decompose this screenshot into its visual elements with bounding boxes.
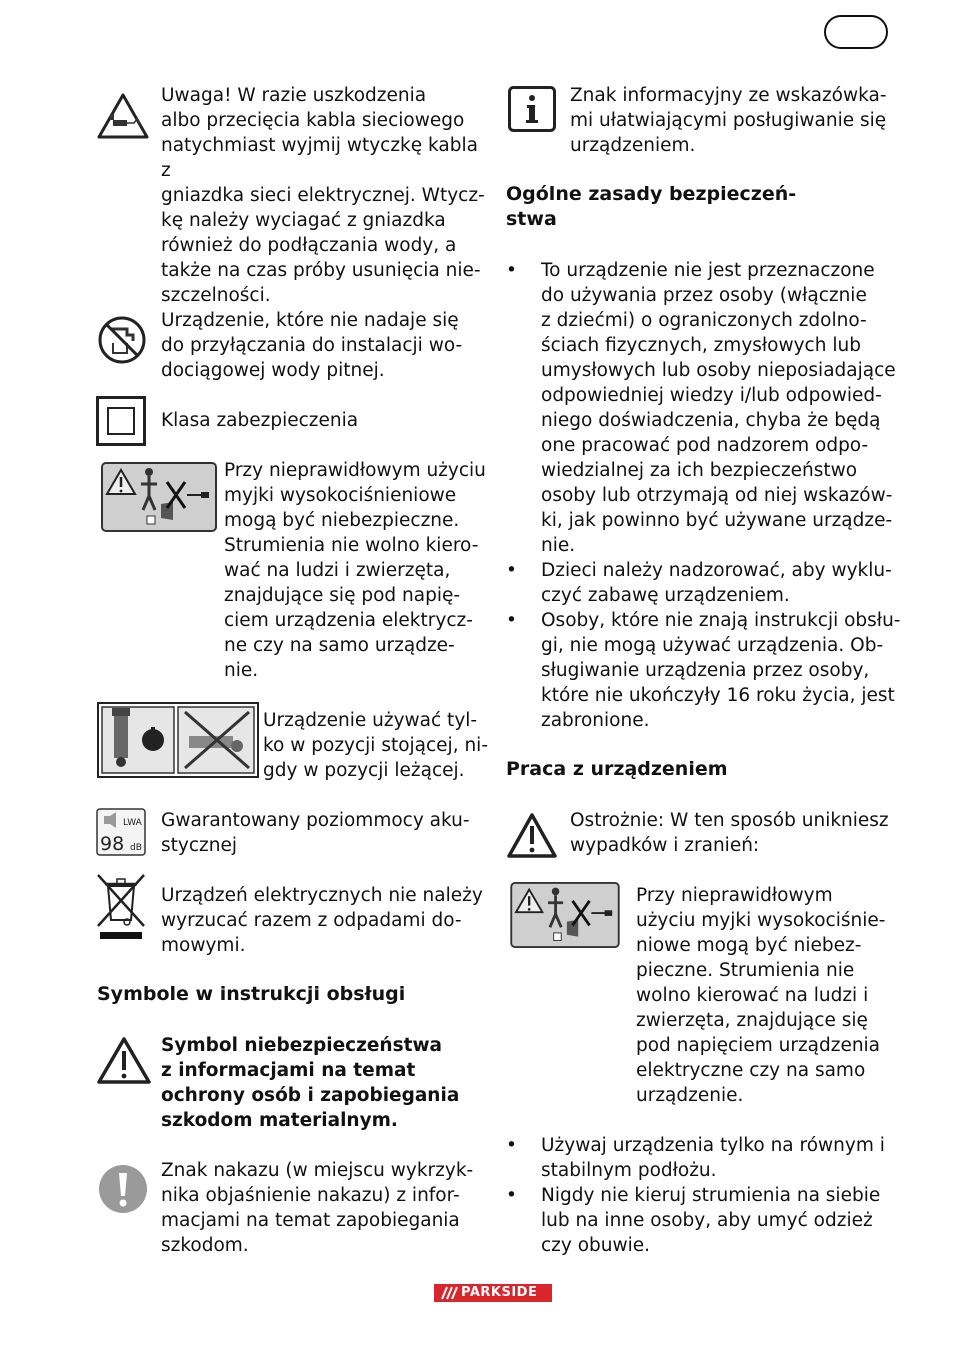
general-safety-line: czyć zabawę urządzeniem. (541, 585, 790, 606)
caution-warning-icon (506, 812, 558, 860)
weee-bin-icon (96, 872, 146, 942)
bullet: • (506, 1135, 517, 1156)
sound-level-lwa: LWA (123, 818, 142, 828)
pressure-washer-warning-line: Przy nieprawidłowym użyciu (224, 460, 486, 481)
bullet: • (506, 610, 517, 631)
weee-line: Urządzeń elektrycznych nie należy (161, 885, 483, 906)
caution-line: Ostrożnie: W ten sposób unikniesz (570, 810, 889, 831)
general-safety-item (506, 258, 906, 558)
cable-warning-text (161, 83, 491, 308)
danger-symbol-line: ochrony osób i zapobiegania (161, 1085, 460, 1106)
operation-line: stabilnym podłożu. (541, 1160, 717, 1181)
pressure-washer-warning-line: ne czy na samo urządze- (224, 635, 455, 656)
info-sign-line: urządzeniem. (570, 135, 696, 156)
pressure-washer-warning-text-2 (636, 883, 896, 1108)
parkside-brand: PARKSIDE (461, 1285, 538, 1300)
mandatory-sign-icon (98, 1164, 148, 1214)
pressure-washer-warning-2-line: użyciu myjki wysokociśnie- (636, 910, 886, 931)
mandatory-sign-line: macjami na temat zapobiegania (161, 1210, 460, 1231)
info-sign-line: mi ułatwiającymi posługiwanie się (570, 110, 887, 131)
general-safety-item (506, 608, 906, 733)
general-safety-heading-line: stwa (506, 208, 557, 230)
standing-position-icon (97, 702, 259, 778)
no-drinking-water-line: do przyłączania do instalacji wo- (161, 335, 463, 356)
cable-warning-line: natychmiast wyjmij wtyczkę kabla z (161, 135, 478, 181)
operation-item (506, 1183, 906, 1258)
general-safety-line: nie. (541, 535, 576, 556)
standing-position-text (263, 708, 493, 783)
mandatory-sign-line: Znak nakazu (w miejscu wykrzyk- (161, 1160, 474, 1181)
standing-position-line: Urządzenie używać tyl- (263, 710, 478, 731)
operation-heading: Praca z urządzeniem (506, 758, 728, 780)
no-drinking-water-icon (97, 315, 147, 365)
sound-level-icon (96, 808, 146, 856)
no-drinking-water-line: Urządzenie, które nie nadaje się (161, 310, 459, 331)
general-safety-line: sługiwanie urządzenia przez osoby, (541, 660, 870, 681)
pressure-washer-warning-2-line: elektryczne czy na samo (636, 1060, 866, 1081)
general-safety-line: Dzieci należy nadzorować, aby wyklu- (541, 560, 892, 581)
pressure-washer-warning-text (224, 458, 494, 683)
general-safety-line: niego doświadczenia, chyba że będą (541, 410, 881, 431)
general-safety-line: do używania przez osoby (włącznie (541, 285, 867, 306)
caution-text (570, 808, 900, 858)
general-safety-list (506, 258, 906, 733)
pressure-washer-warning-2-line: wolno kierować na ludzi i (636, 985, 869, 1006)
sound-level-unit: dB (130, 843, 142, 853)
danger-warning-icon (96, 1036, 152, 1086)
sound-level-line: stycznej (161, 835, 237, 856)
general-safety-line: gi, nie mogą używać urządzenia. Ob- (541, 635, 884, 656)
protection-class-icon (96, 396, 146, 446)
danger-symbol-line: szkodom materialnym. (161, 1110, 398, 1131)
cable-warning-line: Uwaga! W razie uszkodzenia (161, 85, 427, 106)
pressure-washer-warning-line: nie. (224, 660, 259, 681)
weee-text (161, 883, 491, 958)
general-safety-line: Osoby, które nie znają instrukcji obsłu- (541, 610, 901, 631)
operation-line: Używaj urządzenia tylko na równym i (541, 1135, 885, 1156)
pressure-washer-warning-icon-2 (509, 882, 621, 948)
pressure-washer-warning-icon (101, 462, 217, 532)
danger-symbol-text (161, 1033, 491, 1133)
pressure-washer-warning-line: Strumienia nie wolno kiero- (224, 535, 479, 556)
general-safety-line: umysłowych lub osoby nieposiadające (541, 360, 896, 381)
general-safety-item (506, 558, 906, 608)
pressure-washer-warning-line: znajdujące się pod napię- (224, 585, 461, 606)
mandatory-sign-line: szkodom. (161, 1235, 249, 1256)
general-safety-line: zabronione. (541, 710, 650, 731)
pressure-washer-warning-2-line: Przy nieprawidłowym (636, 885, 833, 906)
weee-line: wyrzucać razem z odpadami do- (161, 910, 462, 931)
pressure-washer-warning-line: ciem urządzenia elektrycz- (224, 610, 473, 631)
no-drinking-water-line: dociągowej wody pitnej. (161, 360, 385, 381)
cable-warning-line: także na czas próby usunięcia nie- (161, 260, 481, 281)
pressure-washer-warning-2-line: urządzenie. (636, 1085, 744, 1106)
cable-warning-line: również do podłączania wody, a (161, 235, 457, 256)
cable-warning-icon (96, 92, 150, 140)
standing-position-line: ko w pozycji stojącej, ni- (263, 735, 488, 756)
no-drinking-water-text (161, 308, 491, 383)
operation-list (506, 1133, 906, 1258)
cable-warning-line: szczelności. (161, 285, 271, 306)
general-safety-heading (506, 182, 866, 232)
protection-class-text (161, 408, 491, 433)
pressure-washer-warning-line: mogą być niebezpieczne. (224, 510, 460, 531)
general-safety-line: osoby lub otrzymają od niej wskazów- (541, 485, 893, 506)
cable-warning-line: albo przecięcia kabla sieciowego (161, 110, 465, 131)
standing-position-line: gdy w pozycji leżącej. (263, 760, 465, 781)
parkside-logo (434, 1284, 552, 1302)
pressure-washer-warning-2-line: pieczne. Strumienia nie (636, 960, 855, 981)
operation-line: czy obuwie. (541, 1235, 651, 1256)
caution-line: wypadków i zranień: (570, 835, 760, 856)
mandatory-sign-text (161, 1158, 491, 1258)
sound-level-line: Gwarantowany poziommocy aku- (161, 810, 470, 831)
operation-line: lub na inne osoby, aby umyć odzież (541, 1210, 873, 1231)
pressure-washer-warning-line: myjki wysokociśnieniowe (224, 485, 457, 506)
language-badge (824, 15, 888, 49)
danger-symbol-line: z informacjami na temat (161, 1060, 416, 1081)
cable-warning-line: gniazdka sieci elektrycznej. Wtycz- (161, 185, 485, 206)
pressure-washer-warning-2-line: niowe mogą być niebez- (636, 935, 862, 956)
general-safety-line: które nie ukończyły 16 roku życia, jest (541, 685, 895, 706)
sound-level-text (161, 808, 491, 858)
protection-class-line: Klasa zabezpieczenia (161, 410, 359, 431)
info-sign-text (570, 83, 900, 158)
danger-symbol-line: Symbol niebezpieczeństwa (161, 1035, 443, 1056)
operation-item (506, 1133, 906, 1183)
bullet: • (506, 1185, 517, 1206)
general-safety-line: ściach fizycznych, zmysłowych lub (541, 335, 861, 356)
bullet: • (506, 260, 517, 281)
general-safety-heading-line: Ogólne zasady bezpieczeń- (506, 183, 797, 205)
pressure-washer-warning-2-line: pod napięciem urządzenia (636, 1035, 881, 1056)
weee-line: mowymi. (161, 935, 246, 956)
pressure-washer-warning-line: wać na ludzi i zwierzęta, (224, 560, 451, 581)
sound-level-db: 98 (100, 833, 125, 855)
cable-warning-line: kę należy wyciagać z gniazdka (161, 210, 446, 231)
general-safety-line: z dziećmi) o ograniczonych zdolno- (541, 310, 867, 331)
bullet: • (506, 560, 517, 581)
info-icon (508, 86, 556, 132)
mandatory-sign-line: nika objaśnienie nakazu) z infor- (161, 1185, 460, 1206)
symbols-heading: Symbole w instrukcji obsługi (97, 983, 406, 1005)
general-safety-line: ki, jak powinno być używane urządze- (541, 510, 893, 531)
general-safety-line: odpowiedniej wiedzy i/lub odpowied- (541, 385, 882, 406)
general-safety-line: one pracować pod nadzorem odpo- (541, 435, 869, 456)
general-safety-line: wiedzialnej za ich bezpieczeństwo (541, 460, 858, 481)
info-sign-line: Znak informacyjny ze wskazówka- (570, 85, 887, 106)
general-safety-line: To urządzenie nie jest przeznaczone (541, 260, 875, 281)
operation-line: Nigdy nie kieruj strumienia na siebie (541, 1185, 881, 1206)
pressure-washer-warning-2-line: zwierzęta, znajdujące się (636, 1010, 868, 1031)
